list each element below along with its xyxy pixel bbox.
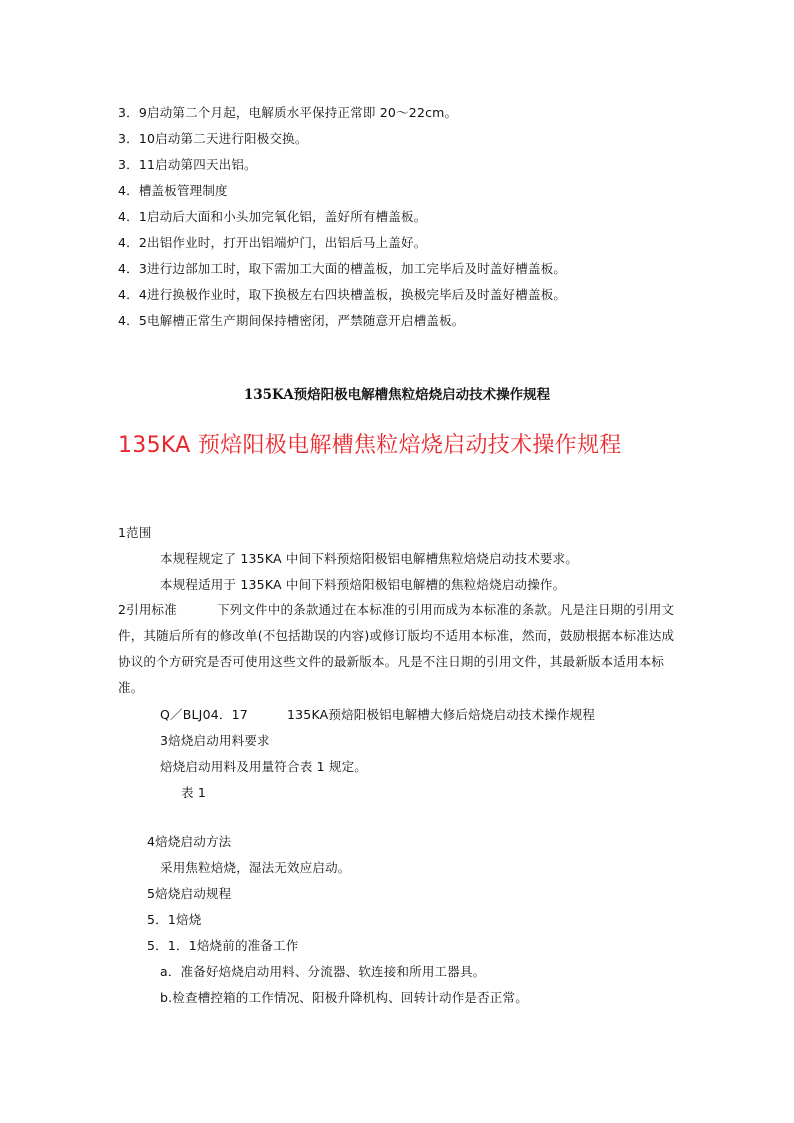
section-4-heading: 4焙烧启动方法 — [147, 834, 232, 849]
reference-title: 135KA预焙阳极铝电解槽大修后焙烧启动技术操作规程 — [287, 707, 596, 722]
section-5-1-1-heading: 5．1．1焙烧前的准备工作 — [147, 938, 299, 953]
document-title-red: 135KA 预焙阳极电解槽焦粒焙烧启动技术操作规程 — [118, 433, 622, 458]
clause-3-11: 3．11启动第四天出铝。 — [118, 157, 257, 172]
clause-4-2: 4．2出铝作业时，打开出铝端炉门，出铝后马上盖好。 — [118, 235, 427, 250]
section-5-heading: 5焙烧启动规程 — [147, 886, 232, 901]
clause-4-1: 4．1启动后大面和小头加完氧化铝，盖好所有槽盖板。 — [118, 209, 427, 224]
clause-4-heading: 4．槽盖板管理制度 — [118, 183, 228, 198]
clause-4-3: 4．3进行边部加工时，取下需加工大面的槽盖板，加工完毕后及时盖好槽盖板。 — [118, 261, 567, 276]
clause-3-9: 3．9启动第二个月起，电解质水平保持正常即 20～22cm。 — [118, 105, 458, 120]
section-2-text: 下列文件中的条款通过在本标准的引用而成为本标准的条款。凡是注日期的引用文件，其随后所有的修改单(不包括勘误的内容)或修订版均不适用本标准，然而，鼓励根据本标准达成协议的个方研究是否可使用这些文件的最新版本。凡是不注日期的引用文件，其最新版本适用本标准。 — [118, 602, 675, 695]
clause-4-4: 4．4进行换极作业时，取下换极左右四块槽盖板，换极完毕后及时盖好槽盖板。 — [118, 287, 567, 302]
section-4-text: 采用焦粒焙烧，湿法无效应启动。 — [160, 860, 351, 875]
section-1-heading: 1范围 — [118, 525, 152, 540]
item-a: a．准备好焙烧启动用料、分流器、软连接和所用工器具。 — [160, 964, 486, 979]
section-2-paragraph — [118, 597, 678, 701]
section-2-heading: 2引用标准 — [118, 602, 177, 617]
section-3-heading: 3焙烧启动用料要求 — [160, 733, 270, 748]
reference-code: Q／BLJ04．17 — [160, 707, 248, 722]
section-3-text: 焙烧启动用料及用量符合表 1 规定。 — [160, 759, 368, 774]
item-b: b.检查槽控箱的工作情况、阳极升降机构、回转计动作是否正常。 — [160, 990, 528, 1005]
clause-4-5: 4．5电解槽正常生产期间保持槽密闭，严禁随意开启槽盖板。 — [118, 313, 465, 328]
table-label: 表 1 — [181, 785, 207, 800]
section-1-applicability-text: 本规程适用于 135KA 中间下料预焙阳极铝电解槽的焦粒焙烧启动操作。 — [160, 577, 566, 592]
document-title-bold: 135KA预焙阳极电解槽焦粒焙烧启动技术操作规程 — [243, 387, 551, 403]
clause-3-10: 3．10启动第二天进行阳极交换。 — [118, 131, 308, 146]
section-5-1-heading: 5．1焙烧 — [147, 912, 202, 927]
section-1-scope-text: 本规程规定了 135KA 中间下料预焙阳极铝电解槽焦粒焙烧启动技术要求。 — [160, 551, 579, 566]
